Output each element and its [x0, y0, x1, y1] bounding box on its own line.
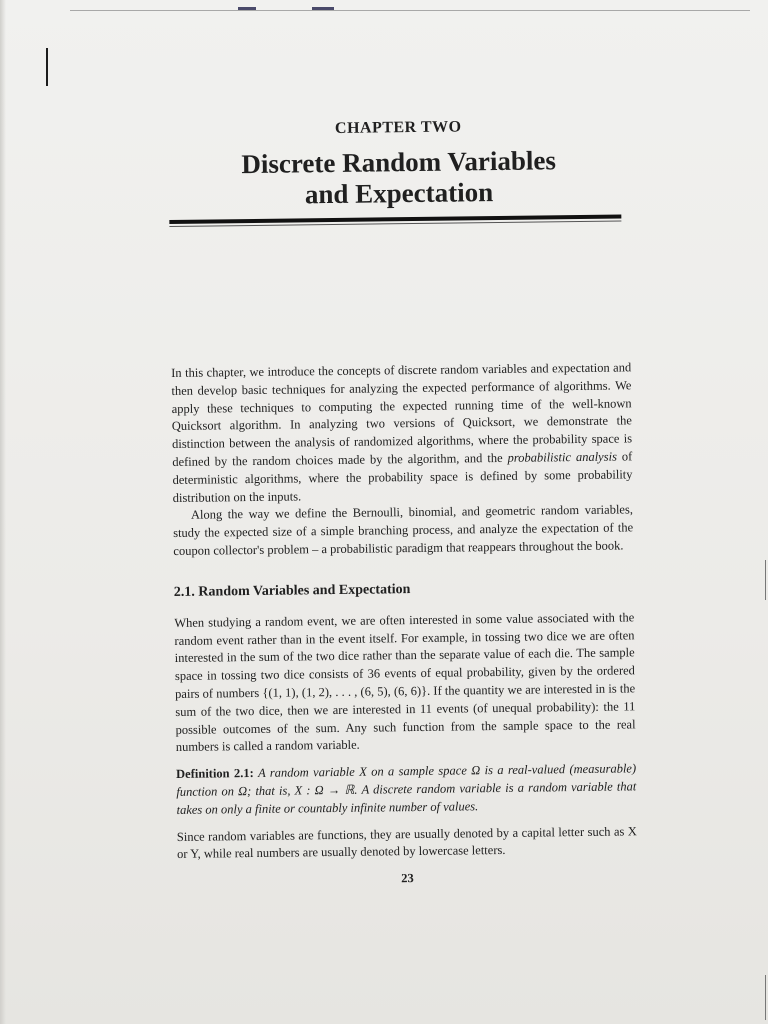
section-heading: 2.1. Random Variables and Expectation: [173, 581, 411, 600]
chapter-intro: [171, 359, 633, 560]
chapter-title-line-2: and Expectation: [304, 177, 494, 210]
chapter-title-line-1: Discrete Random Variables: [241, 145, 557, 180]
section-paragraph-2: Since random variables are functions, they are usually denoted by a capital letter such as X or Y, while real numbers are usually denoted by lowercase letters.: [176, 823, 637, 862]
intro-p1-text-a: In this chapter, we introduce the concepts of discrete random variables and expectation and then develop basic techniques for analyzing the expected performance of algorithms. We apply these techniques to computing the expected running time of the well-known Quicksort algorithm. In analyzing two versions of Quicksort, we demonstrate the distinction between the analysis of randomized algorithms, where the probability space is defined by the random choices made by the algorithm, and the: [171, 360, 633, 469]
page-content: [168, 104, 637, 889]
definition-2-1: [176, 760, 637, 819]
margin-pen-mark: [46, 48, 48, 86]
intro-paragraph-2: Along the way we define the Bernoulli, binomial, and geometric random variables, study the expected size of a simple branching process, and analyze the expectation of the coupon collector's problem – a probabilistic paradigm that reappears throughout the book.: [173, 502, 634, 558]
chapter-label: CHAPTER TWO: [334, 118, 462, 137]
chapter-title: [168, 144, 629, 212]
top-edge-mark: [312, 7, 334, 10]
section-paragraph-1: When studying a random event, we are often interested in some value associated with the random event rather than in the event itself. For example, in tossing two dice we are often interested in the sum of the two dice rather than the separate value of each die. The sample space in tossing two dice consists of 36 events of equal probability, given by the ordered pairs of numbers {(1, 1), (1, 2), . . . , (6, 5), (6, 6)}. If the quantity we are interested in is the sum of the two dice, then we are interested in 11 events (of unequal probability): the 11 possible outcomes of the sum. Any such function from the sample space to the real numbers is called a random variable.: [174, 610, 636, 755]
intro-p1-emphasis: probabilistic analysis: [507, 449, 617, 465]
top-page-edge: [70, 10, 750, 11]
definition-body: A random variable X on a sample space Ω is a real-valued (measurable) function on Ω; that is, X : Ω → ℝ. A discrete random variable is a random variable that takes on only a finite or countably infinite number of values.: [176, 761, 637, 817]
intro-paragraph-1: [171, 359, 633, 507]
intro-p1-text-b: of deterministic algorithms, where the probability space is defined by some probability distribution on the inputs.: [172, 449, 633, 505]
right-edge-mark: [765, 560, 766, 600]
binding-shadow: [0, 0, 6, 1024]
top-edge-mark: [238, 7, 256, 10]
right-edge-mark: [765, 975, 766, 1020]
definition-label: Definition 2.1:: [176, 766, 254, 782]
page-number: 23: [401, 871, 414, 886]
